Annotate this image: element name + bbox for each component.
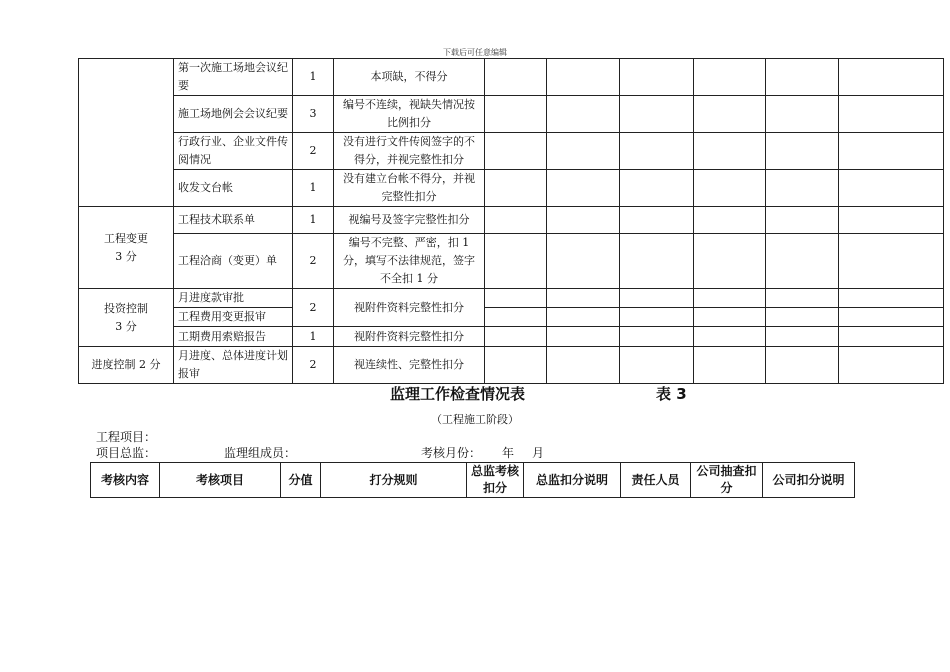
empty-cell [694,289,766,308]
empty-cell [620,59,694,96]
empty-cell [694,133,766,170]
empty-cell [485,308,547,327]
score-cell: 2 [293,234,334,289]
category-cell-progress: 进度控制 2 分 [79,347,174,384]
empty-cell [839,133,944,170]
scoring-table-continued [78,58,944,384]
empty-cell [620,234,694,289]
empty-cell [620,347,694,384]
members-label: 监理组成员： [224,446,297,460]
item-cell: 月进度款审批 [174,289,293,308]
rule-cell: 编号不连续，视缺失情况按比例扣分 [334,96,485,133]
score-cell: 1 [293,207,334,234]
table-row [79,289,944,308]
mon-label: 月 [532,446,545,460]
score-cell: 2 [293,347,334,384]
table-row [79,59,944,96]
empty-cell [620,308,694,327]
empty-cell [694,308,766,327]
empty-cell [547,289,620,308]
rule-cell: 视编号及签字完整性扣分 [334,207,485,234]
chief-label: 项目总监： [96,446,157,460]
empty-cell [839,347,944,384]
empty-cell [766,347,839,384]
empty-cell [485,327,547,347]
header-company-note: 公司扣分说明 [763,463,855,498]
item-cell: 工程技术联系单 [174,207,293,234]
rule-cell: 视附件资料完整性扣分 [334,289,485,327]
empty-cell [839,289,944,308]
category-cell-change [79,207,174,289]
empty-cell [766,308,839,327]
score-cell: 2 [293,289,334,327]
year-label: 年 [502,446,515,460]
empty-cell [694,96,766,133]
month-label: 考核月份： [421,446,482,460]
item-cell: 月进度、总体进度计划报审 [174,347,293,384]
item-cell: 工程费用变更报审 [174,308,293,327]
empty-cell [694,207,766,234]
page-title: 监理工作检查情况表 [390,385,526,403]
empty-cell [620,207,694,234]
empty-cell [766,96,839,133]
table-row [79,234,944,289]
empty-cell [485,59,547,96]
header-company-check: 公司抽查扣分 [691,463,763,498]
table-number: 表 3 [656,385,687,403]
header-chief-deduct: 总监考核扣分 [467,463,524,498]
rule-cell: 编号不完整、严密，扣 1 分，填写不法律规范，签字不全扣 1 分 [334,234,485,289]
page-subtitle: （工程施工阶段） [431,413,519,426]
rule-cell: 视连续性、完整性扣分 [334,347,485,384]
empty-cell [766,207,839,234]
empty-cell [839,308,944,327]
header-row [91,463,855,498]
header-rule: 打分规则 [321,463,467,498]
empty-cell [547,59,620,96]
empty-cell [620,289,694,308]
empty-cell [766,170,839,207]
empty-cell [839,234,944,289]
empty-cell [839,59,944,96]
empty-cell [547,347,620,384]
table-row [79,327,944,347]
scoring-table-header [90,462,855,498]
empty-cell [485,234,547,289]
score-cell: 1 [293,170,334,207]
empty-cell [766,133,839,170]
empty-cell [547,327,620,347]
empty-cell [485,347,547,384]
empty-cell [485,207,547,234]
project-label: 工程项目： [96,430,157,444]
empty-cell [694,347,766,384]
category-label: 工程变更 [104,231,148,245]
empty-cell [547,96,620,133]
category-points: 3 分 [115,319,137,333]
empty-cell [547,207,620,234]
table-row [79,308,944,327]
empty-cell [620,170,694,207]
item-cell: 第一次施工场地会议纪要 [174,59,293,96]
empty-cell [766,327,839,347]
empty-cell [839,170,944,207]
empty-cell [620,96,694,133]
table-row [79,133,944,170]
empty-cell [839,96,944,133]
empty-cell [485,133,547,170]
empty-cell [620,133,694,170]
empty-cell [547,234,620,289]
item-cell: 施工场地例会会议纪要 [174,96,293,133]
empty-cell [620,327,694,347]
empty-cell [694,59,766,96]
empty-cell [547,133,620,170]
rule-cell: 视附件资料完整性扣分 [334,327,485,347]
header-person: 责任人员 [621,463,691,498]
table-row [79,170,944,207]
score-cell: 1 [293,59,334,96]
item-cell: 工程洽商（变更）单 [174,234,293,289]
category-cell-blank [79,59,174,207]
item-cell: 行政行业、企业文件传阅情况 [174,133,293,170]
empty-cell [485,170,547,207]
rule-cell: 没有进行文件传阅签字的不得分，并视完整性扣分 [334,133,485,170]
category-points: 3 分 [115,249,137,263]
item-cell: 工期费用索赔报告 [174,327,293,347]
table-row [79,347,944,384]
rule-cell: 没有建立台帐不得分，并视完整性扣分 [334,170,485,207]
table-row [79,96,944,133]
score-cell: 2 [293,133,334,170]
empty-cell [547,170,620,207]
score-cell: 1 [293,327,334,347]
header-score: 分值 [281,463,321,498]
empty-cell [694,234,766,289]
empty-cell [839,207,944,234]
empty-cell [485,96,547,133]
empty-cell [766,59,839,96]
header-chief-note: 总监扣分说明 [524,463,621,498]
empty-cell [766,289,839,308]
empty-cell [485,289,547,308]
header-item: 考核项目 [160,463,281,498]
item-cell: 收发文台帐 [174,170,293,207]
empty-cell [839,327,944,347]
category-cell-invest [79,289,174,347]
header-content: 考核内容 [91,463,160,498]
empty-cell [766,234,839,289]
rule-cell: 本项缺，不得分 [334,59,485,96]
empty-cell [547,308,620,327]
score-cell: 3 [293,96,334,133]
table-row [79,207,944,234]
empty-cell [694,327,766,347]
empty-cell [694,170,766,207]
header-note: 下载后可任意编辑 [443,48,507,57]
category-label: 投资控制 [104,301,148,315]
